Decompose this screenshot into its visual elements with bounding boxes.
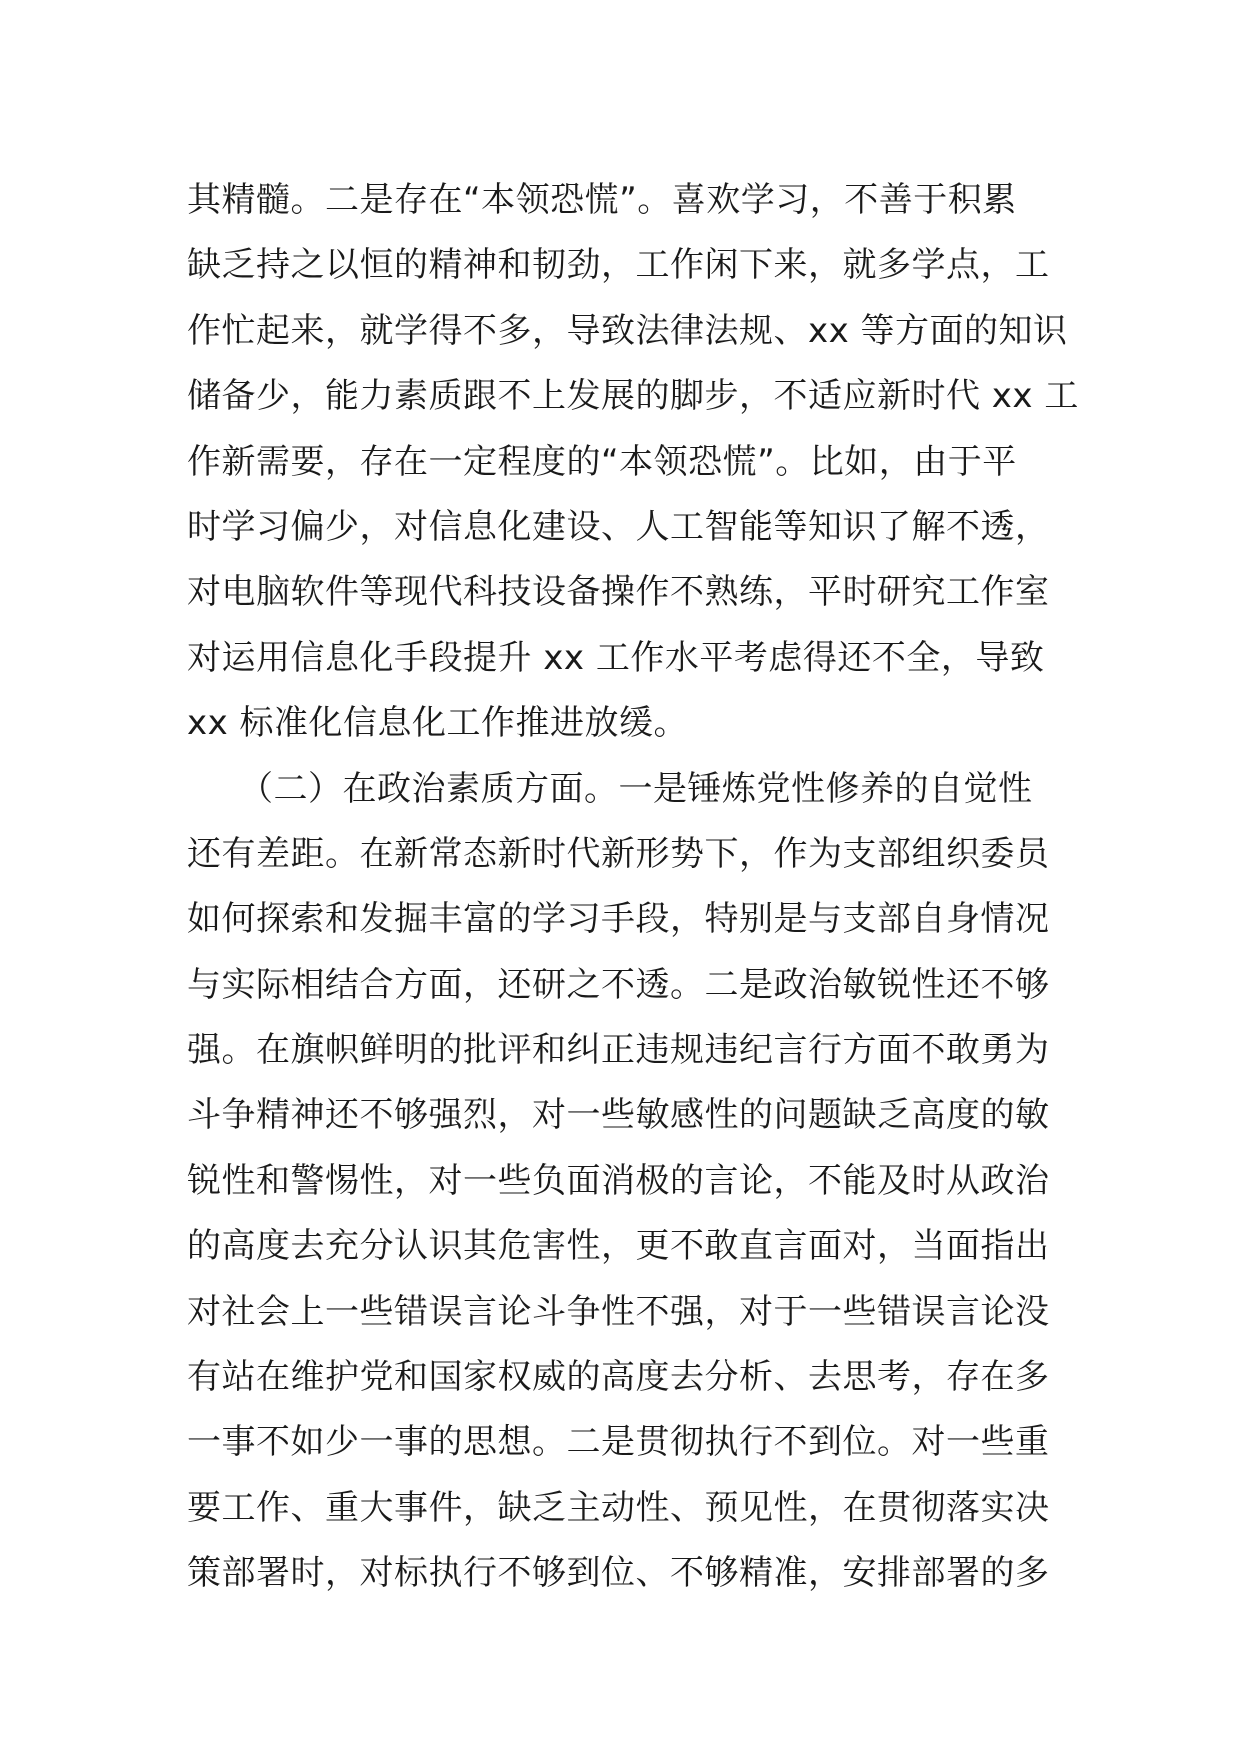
text-line: （二）在政治素质方面。一是锤炼党性修养的自觉性 xyxy=(187,768,1033,809)
text-line: 其精髓。二是存在“本领恐慌”。喜欢学习，不善于积累 xyxy=(187,180,1017,220)
text-line: 有站在维护党和国家权威的高度去分析、去思考，存在多 xyxy=(187,1357,1050,1398)
text-line: 还有差距。在新常态新时代新形势下，作为支部组织委员 xyxy=(187,833,1050,874)
text-line: 的高度去充分认识其危害性，更不敢直言面对，当面指出 xyxy=(187,1226,1050,1267)
text-line: 对电脑软件等现代科技设备操作不熟练，平时研究工作室 xyxy=(187,572,1050,613)
text-line: 作忙起来，就学得不多，导致法律法规、xx 等方面的知识 xyxy=(187,310,1068,351)
text-line: 锐性和警惕性，对一些负面消极的言论，不能及时从政治 xyxy=(187,1160,1050,1201)
text-line: 如何探索和发掘丰富的学习手段，特别是与支部自身情况 xyxy=(187,899,1050,940)
text-line: 强。在旗帜鲜明的批评和纠正违规违纪言行方面不敢勇为 xyxy=(187,1030,1050,1071)
text-line: 作新需要，存在一定程度的“本领恐慌”。比如，由于平 xyxy=(187,441,1017,482)
text-line: 与实际相结合方面，还研之不透。二是政治敏锐性还不够 xyxy=(187,964,1050,1005)
text-line: 一事不如少一事的思想。二是贯彻执行不到位。对一些重 xyxy=(187,1422,1050,1463)
text-line: 时学习偏少，对信息化建设、人工智能等知识了解不透， xyxy=(187,506,1050,547)
text-line: 缺乏持之以恒的精神和韧劲，工作闲下来，就多学点，工 xyxy=(187,245,1050,286)
document-body xyxy=(187,168,1079,1607)
text-line: 要工作、重大事件，缺乏主动性、预见性，在贯彻落实决 xyxy=(187,1487,1050,1528)
text-line: 策部署时，对标执行不够到位、不够精准，安排部署的多 xyxy=(187,1553,1050,1594)
text-line: 斗争精神还不够强烈，对一些敏感性的问题缺乏高度的敏 xyxy=(187,1095,1050,1136)
text-line: xx 标准化信息化工作推进放缓。 xyxy=(187,703,689,744)
text-line: 对运用信息化手段提升 xx 工作水平考虑得还不全，导致 xyxy=(187,637,1045,678)
text-line: 对社会上一些错误言论斗争性不强，对于一些错误言论没 xyxy=(187,1291,1050,1332)
text-line: 储备少，能力素质跟不上发展的脚步，不适应新时代 xx 工 xyxy=(187,376,1079,417)
